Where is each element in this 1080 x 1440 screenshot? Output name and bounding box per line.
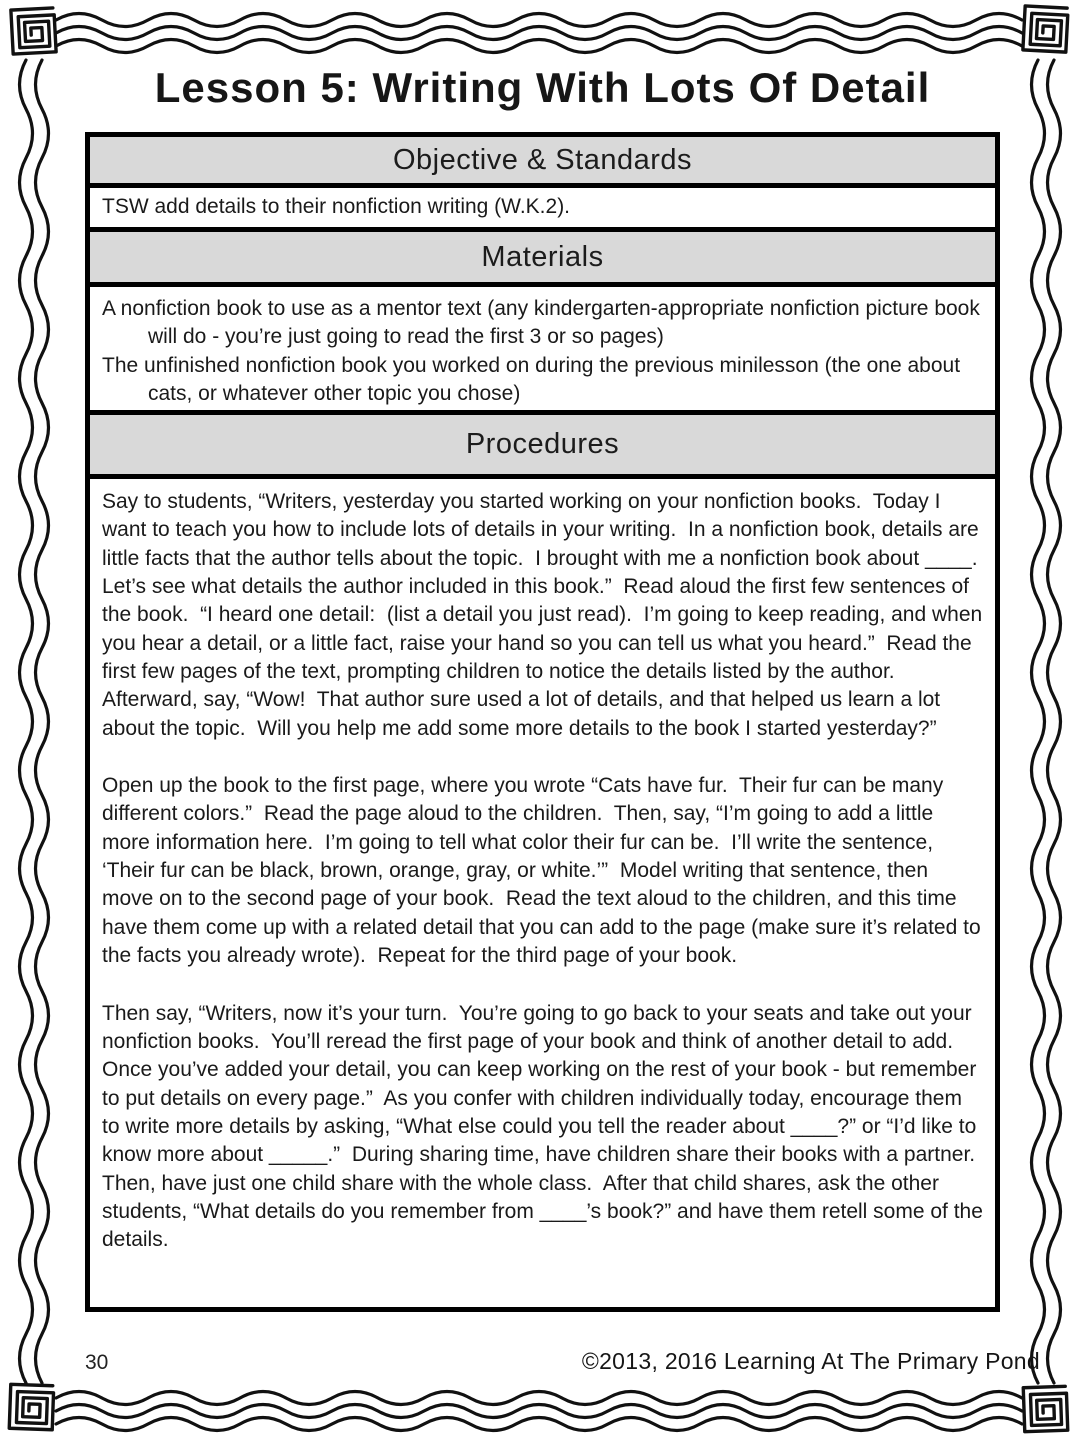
bottom-wave-lines	[56, 1392, 1022, 1431]
page-number: 30	[85, 1351, 109, 1374]
procedures-paragraph: Then say, “Writers, now it’s your turn. You’re going to go back to your seats and take out your nonfiction books. You’ll reread the first page of your book and think of another detail to add. Once you’ve added your detail, you can keep working on the rest of your book - but remember to put details on every page.” As you confer with children individually today, encourage them to write more details by asking, “What else could you tell the reader about ____?” or “I’d like to know more about _____.” During sharing time, have children share their books with a partner. Then, have just one child share with the whole class. After that child shares, ask the other students, “What details do you remember from ____’s book?” and have them retell some of the details.	[102, 1001, 989, 1252]
copyright-text: ©2013, 2016 Learning At The Primary Pond	[581, 1348, 1040, 1374]
materials-item: The unfinished nonfiction book you worked on during the previous minilesson (the one about cats, or whatever other topic you chose)	[102, 353, 961, 406]
section-header-objective-standards	[90, 137, 995, 183]
corner-spiral-icon	[1023, 6, 1068, 52]
section-header-materials	[90, 227, 995, 282]
right-wave-lines	[1032, 60, 1061, 1383]
materials-item: A nonfiction book to use as a mentor text (any kindergarten-appropriate nonfiction picture book will do - you’re just going to read the first 3 or so pages)	[102, 297, 980, 349]
procedures-paragraph: Say to students, “Writers, yesterday you started working on your nonfiction books. Today I want to teach you how to include lots of details in your writing. In a nonfiction book, details are little facts that the author tells about the topic. I brought with me a nonfiction book about ____. Let’s see what details the author included in this book.” Read aloud the first few sentences of the book. “I heard one detail: (list a detail you just read). I’m going to keep reading, and when you hear a detail, or a little fact, raise your hand so you can tell us what you heard.” Read the first few pages of the text, prompting children to notice the details listed by the author. Afterward, say, “Wow! That author sure used a lot of details, and that helped us learn a lot about the topic. Will you help me add some more details to the book I started yesterday?”	[102, 490, 990, 740]
procedures-paragraph: Open up the book to the first page, where you wrote “Cats have fur. Their fur can be many different colors.” Read the page aloud to the children. Then, say, “I’m going to add a little more information here. I’m going to tell what color their fur can be. I’ll write the sentence, ‘Their fur can be black, brown, orange, gray, or white.’” Model writing that sentence, then move on to the second page of your book. Read the text aloud to the children, and this time have them come up with a related detail that you can add to the page (make sure it’s related to the facts you already wrote). Repeat for the third page of your book.	[102, 774, 987, 968]
page-content	[85, 58, 1000, 1312]
procedures-text	[90, 474, 995, 1307]
corner-spiral-icon	[11, 8, 56, 54]
materials-list	[90, 282, 995, 410]
lesson-plan-table	[85, 132, 1000, 1312]
corner-spiral-icon	[9, 1384, 54, 1429]
corner-spiral-icon	[1023, 1386, 1068, 1431]
page-title: Lesson 5: Writing With Lots Of Detail	[154, 64, 931, 111]
section-header-label: Procedures	[465, 428, 620, 460]
top-wave-lines	[56, 14, 1022, 53]
section-header-label: Materials	[481, 240, 604, 273]
objective-text: TSW add details to their nonfiction writing (W.K.2).	[90, 183, 995, 227]
section-header-label: Objective & Standards	[392, 143, 693, 176]
left-wave-lines	[20, 60, 49, 1383]
page-footer	[75, 1348, 1040, 1375]
section-header-procedures	[90, 410, 995, 474]
